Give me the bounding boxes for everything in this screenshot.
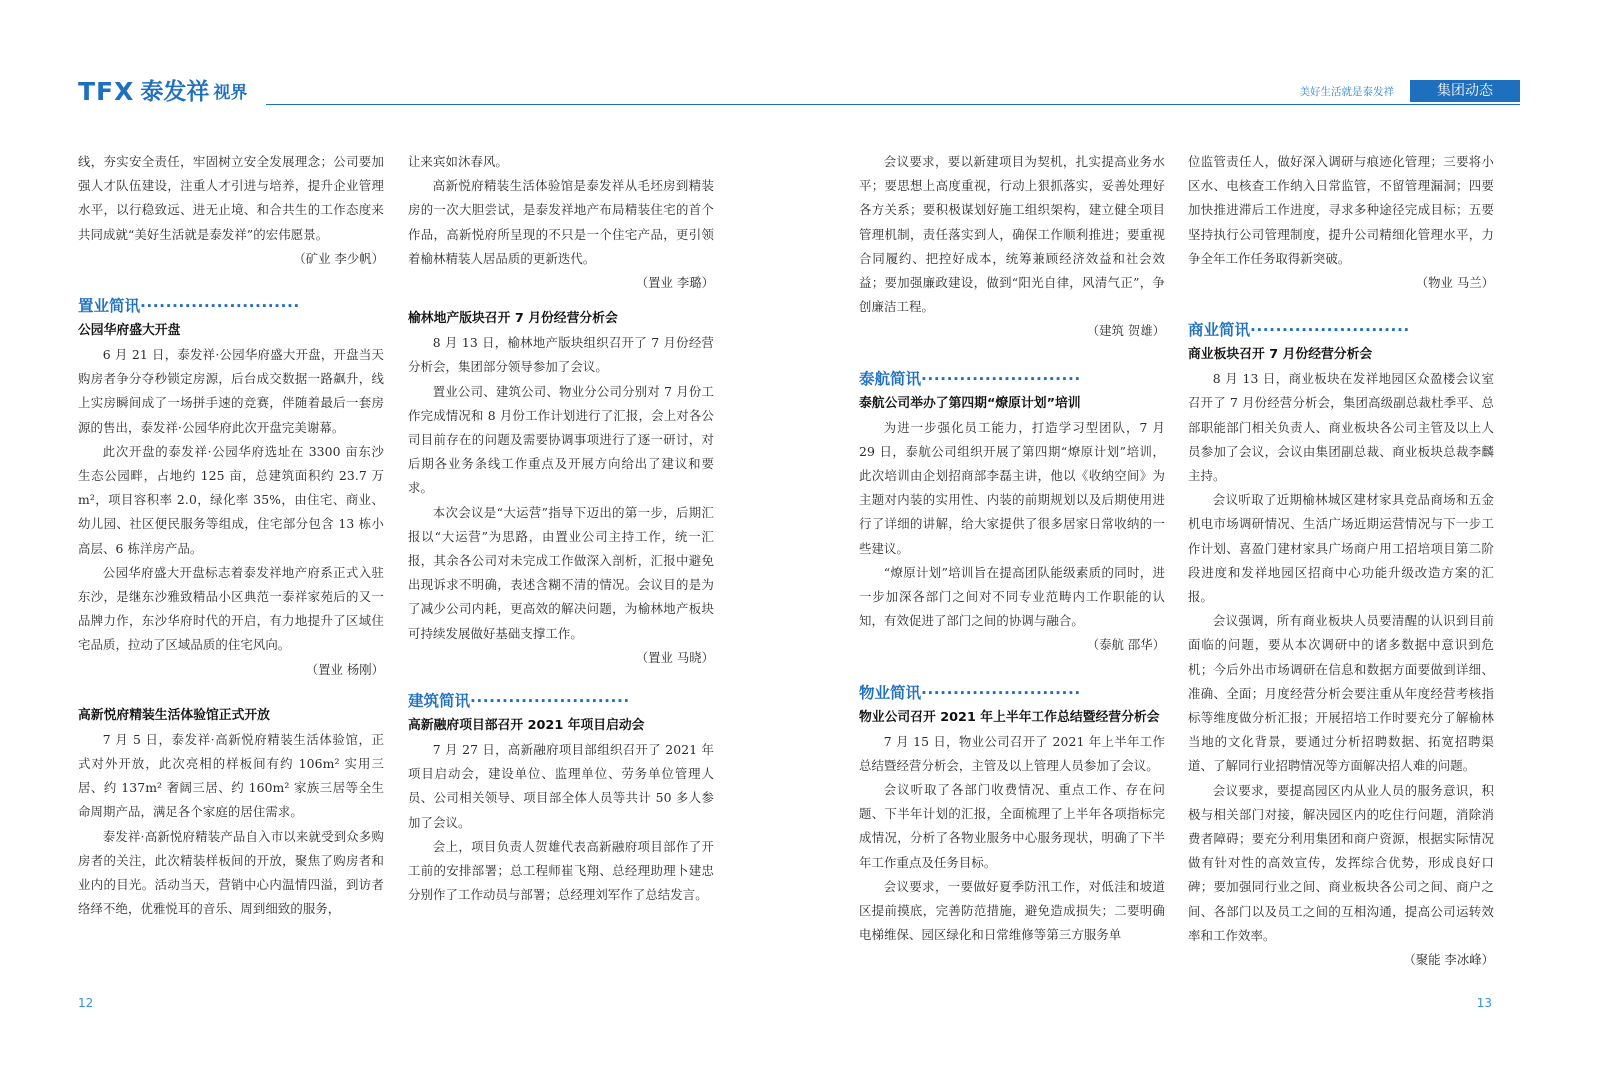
paragraph: 位监管责任人，做好深入调研与痕迹化管理；三要将小区水、电核查工作纳入日常监管，不留管理漏洞；四要加快推进滞后工作进度，寻求多种途径完成目标；五要坚持执行公司管理制度，提升公司精细化管理水平，力争全年工作任务取得新突破。 [1188, 154, 1494, 266]
paragraph: 高新悦府精装生活体验馆是泰发祥从毛坯房到精装房的一次大胆尝试，是泰发祥地产布局精装住宅的首个作品，高新悦府所呈现的不只是一个住宅产品，更引领着榆林精装人居品质的更新迭代。 [408, 178, 714, 266]
dotted-rule: ························· [921, 683, 1081, 702]
byline: （置业 李璐） [635, 275, 714, 291]
column-2 [408, 150, 714, 907]
paragraph: 置业公司、建筑公司、物业分公司分别对 7 月份工作完成情况和 8 月份工作计划进行了汇报，会上对各公司目前存在的问题及需要协调事项进行了逐一研讨，对后期各业务条线工作重点及开展方向给出了建议和要求。 [408, 383, 714, 496]
section-tab: 集团动态 [1410, 80, 1520, 102]
logo-tfx: TFX [78, 77, 135, 106]
section-heading [1188, 317, 1494, 343]
page-number-left: 12 [78, 996, 94, 1010]
paragraph: 会议听取了各部门收费情况、重点工作、存在问题、下半年计划的汇报，全面梳理了上半年各项指标完成情况，分析了各物业服务中心服务现状，明确了下半年工作重点及任务目标。 [859, 782, 1165, 870]
section-title: 泰航简讯 [859, 369, 922, 388]
logo-subtitle: 视界 [213, 83, 248, 103]
paragraph: 7 月 27 日，高新融府项目部组织召开了 2021 年项目启动会，建设单位、监理单位、劳务单位管理人员、公司相关领导、项目部全体人员等共计 50 多人参加了会议。 [408, 742, 714, 830]
paragraph: 会议听取了近期榆林城区建材家具竞品商场和五金机电市场调研情况、生活广场近期运营情况与下一步工作计划、喜盈门建材家具广场商户用工招培项目第二阶段进度和发祥地园区招商中心功能升级改造方案的汇报。 [1188, 492, 1494, 605]
dotted-rule: ························· [1250, 321, 1410, 340]
section-title: 置业简讯 [78, 297, 141, 316]
section-heading [408, 688, 714, 714]
byline: （矿业 李少帆） [293, 250, 384, 266]
paragraph: 会议要求，要以新建项目为契机，扎实提高业务水平；要思想上高度重视，行动上狠抓落实，妥善处理好各方关系；要积极谋划好施工组织架构，建立健全项目管理机制，责任落实到人，确保工作顺利推进；要重视合同履约、把控好成本，统筹兼顾经济效益和社会效益；要加强廉政建设，做到“阳光自律，风清气正”，争创廉洁工程。 [859, 154, 1165, 315]
article-title: 物业公司召开 2021 年上半年工作总结暨经营分析会 [859, 709, 1160, 725]
dotted-rule: ························· [470, 692, 630, 711]
paragraph: 会议强调，所有商业板块人员要清醒的认识到目前面临的问题，要从本次调研中的诸多数据中意识到危机；今后外出市场调研在信息和数据方面要做到详细、准确、全面；月度经营分析会要注重从年度经营考核指标等维度做分析汇报；开展招培工作时要充分了解榆林当地的文化背景，要通过分析招聘数据、拓宽招聘渠道、了解同行业招聘情况等方面解决招人难的问题。 [1188, 613, 1494, 774]
paragraph: “燎原计划”培训旨在提高团队能级素质的同时，进一步加深各部门之间对不同专业范畴内工作职能的认知，有效促进了部门之间的协调与融合。 [859, 564, 1165, 629]
paragraph: 为进一步强化员工能力，打造学习型团队，7 月 29 日，泰航公司组织开展了第四期“燎原计划”培训，此次培训由企划招商部李磊主讲，他以《收纳空间》为主题对内装的实用性、内装的前期规划以及后期使用进行了详细的讲解，给大家提供了很多居家日常收纳的一些建议。 [859, 419, 1165, 556]
byline: （置业 马晓） [635, 649, 714, 665]
article-title: 公园华府盛大开盘 [78, 323, 181, 339]
section-heading [78, 293, 384, 319]
byline: （置业 杨刚） [305, 661, 384, 677]
byline: （聚能 李冰峰） [1403, 952, 1494, 968]
paragraph: 7 月 15 日，物业公司召开了 2021 年上半年工作总结暨经营分析会，主管及以上管理人员参加了会议。 [859, 733, 1165, 773]
column-1 [78, 150, 384, 921]
paragraph: 8 月 13 日，榆林地产版块组织召开了 7 月份经营分析会，集团部分领导参加了会议。 [408, 335, 714, 375]
byline: （物业 马兰） [1415, 275, 1494, 291]
paragraph: 会议要求，一要做好夏季防汛工作，对低洼和坡道区提前摸底，完善防范措施，避免造成损失；二要明确电梯维保、园区绿化和日常维修等第三方服务单 [859, 878, 1165, 943]
paragraph: 会上，项目负责人贺雄代表高新融府项目部作了开工前的安排部署；总工程师崔飞翔、总经理助理卜建忠分别作了工作动员与部署；总经理刘军作了总结发言。 [408, 838, 714, 903]
column-4 [1188, 150, 1494, 972]
article-title: 泰航公司举办了第四期“燎原计划”培训 [859, 395, 1081, 411]
article-title: 高新融府项目部召开 2021 年项目启动会 [408, 718, 645, 734]
section-heading [859, 366, 1165, 392]
paragraph: 泰发祥·高新悦府精装产品自入市以来就受到众多购房者的关注，此次精装样板间的开放，聚焦了购房者和业内的目光。活动当天，营销中心内温情四溢，到访者络绎不绝，优雅悦耳的音乐、周到细致的服务， [78, 828, 384, 917]
page-header [78, 78, 1520, 108]
byline: （泰航 邵华） [1086, 637, 1165, 653]
section-heading [859, 680, 1165, 706]
section-title: 建筑简讯 [408, 692, 471, 711]
page-number-right: 13 [1476, 996, 1492, 1010]
section-title: 商业简讯 [1188, 321, 1251, 340]
paragraph: 本次会议是“大运营”指导下迈出的第一步，后期汇报以“大运营”为思路，由置业公司主持工作，统一汇报，其余各公司对未完成工作做深入剖析，汇报中避免出现诉求不明确，表述含糊不清的情况。会议目的是为了减少公司内耗，更高效的解决问题，为榆林地产板块可持续发展做好基础支撑工作。 [408, 504, 714, 641]
paragraph: 7 月 5 日，泰发祥·高新悦府精装生活体验馆，正式对外开放，此次亮相的样板间有约 106m² 实用三居、约 137m² 奢阔三居、约 160m² 家族三居等全生命周期产品，满足各个家庭的居住需求。 [78, 731, 384, 820]
logo [78, 78, 247, 106]
article-title: 商业板块召开 7 月份经营分析会 [1188, 347, 1373, 363]
article-title: 榆林地产版块召开 7 月份经营分析会 [408, 311, 618, 327]
dotted-rule: ························· [921, 369, 1081, 388]
logo-brand: 泰发祥 [140, 79, 210, 105]
slogan: 美好生活就是泰发祥 [1299, 86, 1394, 98]
section-title: 物业简讯 [859, 683, 922, 702]
paragraph: 此次开盘的泰发祥·公园华府选址在 3300 亩东沙生态公园畔，占地约 125 亩，总建筑面积约 23.7 万 m²，项目容积率 2.0，绿化率 35%，由住宅、商业、幼儿园、社区便民服务等组成，住宅部分包含 13 栋小高层、6 栋洋房产品。 [78, 443, 384, 556]
paragraph: 公园华府盛大开盘标志着泰发祥地产府系正式入驻东沙，是继东沙雅致精品小区典范一泰祥家苑后的又一品牌力作，东沙华府时代的开启，有力地提升了区域住宅品质，拉动了区域品质的住宅风向。 [78, 564, 384, 653]
paragraph: 8 月 13 日，商业板块在发祥地园区众盈楼会议室召开了 7 月份经营分析会，集团高级副总裁杜季平、总部职能部门相关负责人、商业板块各公司主管及以上人员参加了会议，会议由集团副总裁、商业板块总裁李麟主持。 [1188, 371, 1494, 484]
paragraph: 让来宾如沐春风。 [408, 154, 508, 169]
header-rule [266, 104, 1520, 105]
paragraph: 线，夯实安全责任，牢固树立安全发展理念；公司要加强人才队伍建设，注重人才引进与培养，提升企业管理水平，以行稳致远、进无止境、和合共生的工作态度来共同成就“美好生活就是泰发祥”的宏伟愿景。 [78, 154, 384, 242]
column-3 [859, 150, 1165, 947]
paragraph: 会议要求，要提高园区内从业人员的服务意识，积极与相关部门对接，解决园区内的吃住行问题，消除消费者障碍；要充分利用集团和商户资源，根据实际情况做有针对性的高效宣传，发挥综合优势，形成良好口碑；要加强同行业之间、商业板块各公司之间、商户之间、各部门以及员工之间的互相沟通，提高公司运转效率和工作效率。 [1188, 782, 1494, 943]
article-title: 高新悦府精装生活体验馆正式开放 [78, 707, 270, 723]
byline: （建筑 贺雄） [1086, 323, 1165, 339]
dotted-rule: ························· [140, 297, 300, 316]
paragraph: 6 月 21 日，泰发祥·公园华府盛大开盘，开盘当天购房者争分夺秒锁定房源，后台成交数据一路飙升，线上实房瞬间成了一场拼手速的竞赛，伴随着最后一套房源的售出，泰发祥·公园华府此次开盘完美谢幕。 [78, 347, 384, 435]
